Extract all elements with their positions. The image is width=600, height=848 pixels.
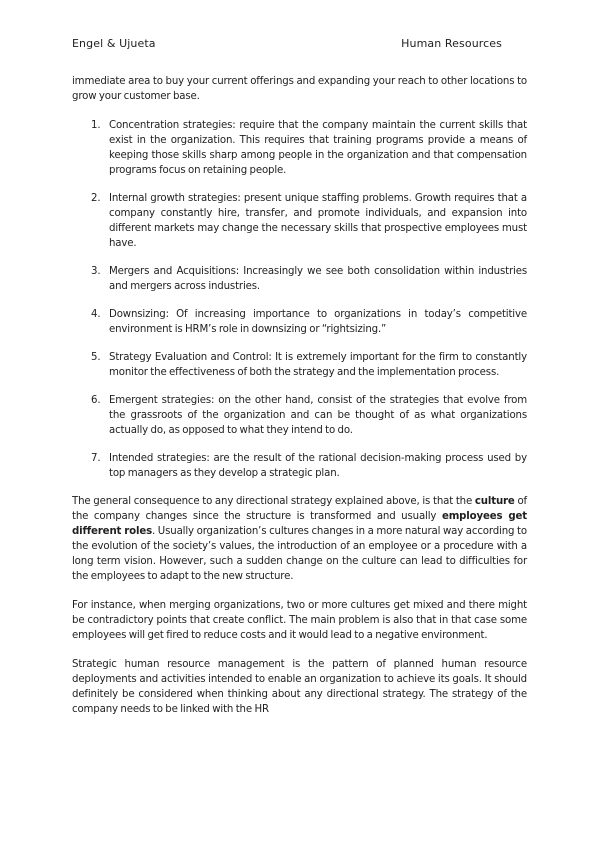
list-text: Internal growth strategies: present unique staffing problems. Growth requires that a company constantly hire, transfer, and promote individuals, and expansion into different markets may change the necessary skills that prospective employees must have. [109,193,527,249]
list-text: Downsizing: Of increasing importance to organizations in today’s competitive environment is HRM’s role in downsizing or “rightsizing.” [109,309,527,335]
list-item [72,118,527,178]
list-number: 2. [91,193,101,204]
shrm-paragraph: Strategic human resource management is the pattern of planned human resource deployments and activities intended to enable an organization to achieve its goals. It should definitely be considered when thinking about any directional strategy. The strategy of the company needs to be linked with the HR [72,659,527,715]
list-number: 1. [91,120,101,131]
list-number: 6. [91,395,101,406]
culture-paragraph [72,494,527,584]
culture-bold-term: culture [474,496,515,507]
list-item [72,393,527,438]
list-number: 4. [91,309,101,320]
list-item [72,191,527,251]
roles-bold-term: employees get different roles [72,511,527,537]
list-number: 3. [91,266,101,277]
document-body [72,74,527,731]
list-text: Emergent strategies: on the other hand, consist of the strategies that evolve from the grassroots of the organization and can be thought of as what organizations actually do, as opposed to what they intend to do. [109,395,527,436]
culture-text-d: . Usually organization’s cultures changes in a more natural way according to the evolution of the society’s values, the introduction of an employee or a procedure with a long term vision. However, such a sudden change on the culture can lead to difficulties for the employees to adapt to the new structure. [72,526,527,582]
list-item [72,264,527,294]
culture-text-a: The general consequence to any directional strategy explained above, is that the [72,496,475,507]
list-text: Intended strategies: are the result of the rational decision-making process used by top managers as they develop a strategic plan. [109,453,527,479]
intro-paragraph: immediate area to buy your current offerings and expanding your reach to other locations to grow your customer base. [72,76,527,102]
list-number: 7. [91,453,101,464]
list-item [72,307,527,337]
strategy-list [72,118,527,481]
list-text: Mergers and Acquisitions: Increasingly we see both consolidation within industries and mergers across industries. [109,266,527,292]
culture-text-c: of the company changes since the structure is transformed and usually [72,496,527,522]
list-item [72,350,527,380]
header-subject: Human Resources [401,37,502,50]
list-item [72,451,527,481]
merging-paragraph: For instance, when merging organizations, two or more cultures get mixed and there might be contradictory points that create conflict. The main problem is also that in that case some employees will get fired to reduce costs and it would lead to a negative environment. [72,600,527,641]
list-text: Concentration strategies: require that the company maintain the current skills that exist in the organization. This requires that training programs provide a means of keeping those skills sharp among people in the organization and that compensation programs focus on retaining people. [109,120,527,176]
header-authors: Engel & Ujueta [72,37,156,50]
list-number: 5. [91,352,101,363]
page-header [72,37,502,50]
list-text: Strategy Evaluation and Control: It is extremely important for the firm to constantly monitor the effectiveness of both the strategy and the implementation process. [109,352,527,378]
